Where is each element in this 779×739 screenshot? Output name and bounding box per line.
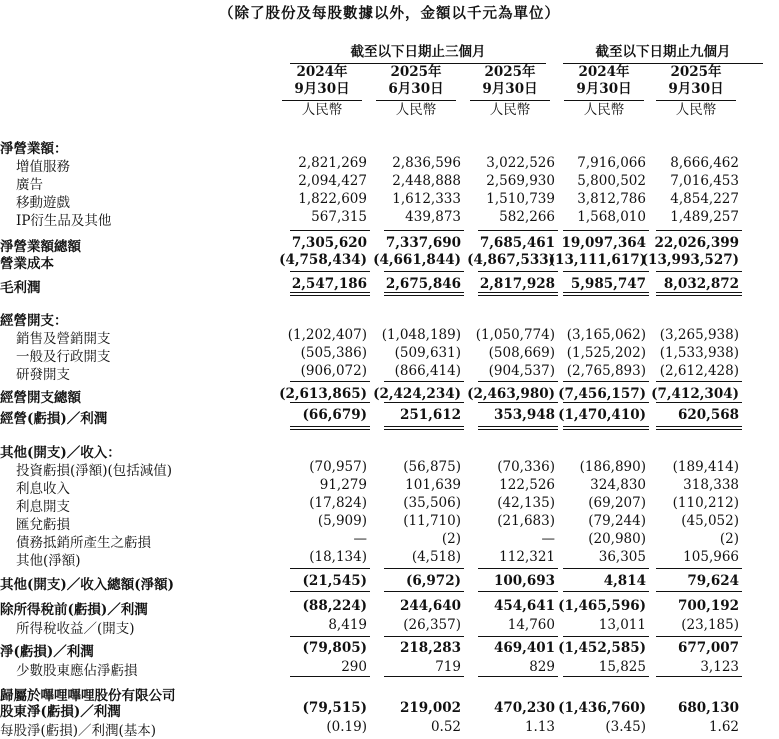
cell-value: (2,612,428) <box>659 363 739 379</box>
row-label: 淨營業額： <box>0 141 68 157</box>
rule-line <box>563 676 649 677</box>
rule-line <box>384 568 464 569</box>
rule-line <box>478 568 558 569</box>
rule-line <box>384 591 464 592</box>
row-label: 股東淨(虧損)／利潤 <box>0 704 121 720</box>
group-header-nine-months <box>563 40 763 60</box>
row-label: 移動遊戲 <box>16 195 70 211</box>
table-row <box>0 407 779 425</box>
cell-value: 112,321 <box>499 549 555 565</box>
cell-value: (1,533,938) <box>659 345 739 361</box>
row-label: IP衍生品及其他 <box>16 213 112 229</box>
cell-value: 324,830 <box>590 477 646 493</box>
row-label: 除所得稅前(虧損)／利潤 <box>0 602 148 618</box>
double-rule <box>478 292 558 296</box>
rule-line <box>563 591 649 592</box>
table-row <box>0 309 779 327</box>
cell-value: (866,414) <box>394 363 461 379</box>
rule-line <box>563 230 649 231</box>
cell-value: 582,266 <box>499 209 555 225</box>
cell-value: (1,470,410) <box>558 407 646 423</box>
cell-value: (1,048,189) <box>381 327 461 343</box>
cell-value: 2,817,928 <box>479 276 555 292</box>
cell-value: (189,414) <box>672 459 739 475</box>
double-rule <box>563 292 649 296</box>
cell-value: (45,052) <box>681 513 739 529</box>
rule-line <box>478 591 558 592</box>
column-header <box>376 64 456 119</box>
row-label: 經營開支： <box>0 313 68 329</box>
cell-value: (508,669) <box>488 345 555 361</box>
row-label: 研發開支 <box>16 367 70 383</box>
cell-value: 620,568 <box>677 407 739 423</box>
rule-line <box>563 271 649 272</box>
table-row <box>0 640 779 658</box>
cell-value: 22,026,399 <box>654 235 739 251</box>
cell-value: 470,230 <box>493 700 555 716</box>
rule-line <box>478 636 558 637</box>
cell-value: 454,641 <box>493 598 555 614</box>
row-label: 淨(虧損)／利潤 <box>0 644 94 660</box>
rule-line <box>563 636 649 637</box>
rule-line <box>563 402 649 403</box>
table-row <box>0 513 779 531</box>
cell-value: 15,825 <box>598 659 646 675</box>
cell-value: (79,515) <box>302 700 367 716</box>
cell-value: (3,265,938) <box>659 327 739 343</box>
cell-value: (20,980) <box>588 531 646 547</box>
column-date: 9月30日 <box>576 81 632 97</box>
column-year: 2024年 <box>296 64 348 80</box>
rule-line <box>290 676 370 677</box>
cell-value: 3,022,526 <box>486 155 555 171</box>
cell-value: 100,693 <box>493 573 555 589</box>
cell-value: (6,972) <box>405 573 461 589</box>
cell-value: (5,909) <box>317 513 367 529</box>
row-label: 債務抵銷所產生之虧損 <box>16 535 151 551</box>
cell-value: (505,386) <box>300 345 367 361</box>
cell-value: 7,337,690 <box>385 235 461 251</box>
cell-value: 3,123 <box>700 659 739 675</box>
cell-value: (11,710) <box>403 513 461 529</box>
cell-value: (26,357) <box>403 617 461 633</box>
cell-value: (70,336) <box>497 459 555 475</box>
cell-value: 8,419 <box>328 617 367 633</box>
row-label: 營業成本 <box>0 256 54 272</box>
rule-line <box>384 381 464 382</box>
rule-line <box>384 636 464 637</box>
cell-value: (7,412,304) <box>651 386 739 402</box>
cell-value: (70,957) <box>309 459 367 475</box>
table-row <box>0 598 779 616</box>
cell-value: 8,666,462 <box>670 155 739 171</box>
cell-value: (4,758,434) <box>279 252 367 268</box>
cell-value: (1,050,774) <box>475 327 555 343</box>
cell-value: 218,283 <box>399 640 461 656</box>
cell-value: 14,760 <box>507 617 555 633</box>
row-label: 歸屬於嗶哩嗶哩股份有限公司 <box>0 688 176 704</box>
column-date: 6月30日 <box>388 81 444 97</box>
cell-value: 19,097,364 <box>561 235 646 251</box>
cell-value: (3.45) <box>605 719 646 735</box>
cell-value: (2,424,234) <box>373 386 461 402</box>
row-label: 其他(開支)／收入： <box>0 445 121 461</box>
column-currency: 人民幣 <box>470 100 550 119</box>
rule-line <box>478 676 558 677</box>
cell-value: 79,624 <box>687 573 739 589</box>
row-label: 增值服務 <box>16 159 70 175</box>
column-header <box>656 64 736 119</box>
table-row <box>0 459 779 477</box>
cell-value: 8,032,872 <box>663 276 739 292</box>
table-row <box>0 155 779 173</box>
cell-value: (35,506) <box>403 495 461 511</box>
cell-value: (88,224) <box>302 598 367 614</box>
rule-line <box>290 568 370 569</box>
cell-value: 1,568,010 <box>577 209 646 225</box>
column-header <box>564 64 644 119</box>
group-header-three-months <box>290 40 546 60</box>
double-rule <box>384 292 464 296</box>
table-row <box>0 549 779 567</box>
cell-value: (1,436,760) <box>558 700 646 716</box>
cell-value: 2,821,269 <box>298 155 367 171</box>
row-label: 每股淨(虧損)／利潤(基本) <box>0 723 157 739</box>
double-rule <box>563 426 649 430</box>
cell-value: 122,526 <box>499 477 555 493</box>
row-label: 所得稅收益／(開支) <box>16 621 135 637</box>
cell-value: 1.13 <box>524 719 555 735</box>
rule-line <box>656 636 742 637</box>
cell-value: 2,448,888 <box>392 173 461 189</box>
table-row <box>0 252 779 270</box>
table-row <box>0 173 779 191</box>
rule-line <box>656 591 742 592</box>
rule-line <box>290 230 370 231</box>
row-label: 淨營業額總額 <box>0 239 81 255</box>
cell-value: (186,890) <box>579 459 646 475</box>
cell-value: 719 <box>435 659 461 675</box>
column-currency: 人民幣 <box>282 100 362 119</box>
cell-value: 91,279 <box>319 477 367 493</box>
cell-value: 7,305,620 <box>291 235 367 251</box>
rule-line <box>290 636 370 637</box>
cell-value: (3,165,062) <box>566 327 646 343</box>
column-date: 9月30日 <box>482 81 538 97</box>
rule-line <box>478 230 558 231</box>
cell-value: (110,212) <box>672 495 739 511</box>
row-label: 少數股東應佔淨虧損 <box>16 663 138 679</box>
table-row <box>0 363 779 381</box>
table-row <box>0 495 779 513</box>
rule-line <box>656 230 742 231</box>
group-label: 截至以下日期止三個月 <box>350 44 486 60</box>
double-rule <box>384 426 464 430</box>
cell-value: (1,465,596) <box>558 598 646 614</box>
row-label: 毛利潤 <box>0 280 41 296</box>
row-label: 廣告 <box>16 177 43 193</box>
rule-line <box>290 381 370 382</box>
cell-value: (69,207) <box>588 495 646 511</box>
double-rule <box>478 426 558 430</box>
cell-value: (13,993,527) <box>641 252 739 268</box>
cell-value: 2,836,596 <box>392 155 461 171</box>
double-rule <box>290 292 370 296</box>
table-row <box>0 531 779 549</box>
rule-line <box>290 271 370 272</box>
cell-value: 677,007 <box>677 640 739 656</box>
cell-value: (18,134) <box>309 549 367 565</box>
cell-value: (7,456,157) <box>558 386 646 402</box>
cell-value: 7,016,453 <box>670 173 739 189</box>
table-row <box>0 659 779 677</box>
rule-line <box>478 381 558 382</box>
cell-value: 290 <box>341 659 367 675</box>
double-rule <box>656 426 742 430</box>
column-year: 2025年 <box>484 64 536 80</box>
row-label: 經營開支總額 <box>0 390 81 406</box>
cell-value: 251,612 <box>399 407 461 423</box>
units-note: （除了股份及每股數據以外，金額以千元為單位） <box>219 5 560 22</box>
cell-value: (4,661,844) <box>373 252 461 268</box>
table-row <box>0 327 779 345</box>
rule-line <box>290 402 370 403</box>
table-row <box>0 235 779 253</box>
cell-value: 2,094,427 <box>298 173 367 189</box>
table-row <box>0 345 779 363</box>
cell-value: 5,800,502 <box>577 173 646 189</box>
cell-value: 5,985,747 <box>570 276 646 292</box>
double-rule <box>656 292 742 296</box>
row-label: 其他(淨額) <box>16 553 81 569</box>
rule-line <box>290 591 370 592</box>
row-label: 匯兌虧損 <box>16 517 70 533</box>
cell-value: 1,612,333 <box>392 191 461 207</box>
cell-value: (2,463,980) <box>467 386 555 402</box>
table-row <box>0 617 779 635</box>
rule-line <box>384 402 464 403</box>
column-year: 2025年 <box>670 64 722 80</box>
cell-value: 3,812,786 <box>577 191 646 207</box>
rule-line <box>563 381 649 382</box>
cell-value: 7,916,066 <box>577 155 646 171</box>
cell-value: (1,525,202) <box>566 345 646 361</box>
cell-value: (17,824) <box>309 495 367 511</box>
column-header <box>470 64 550 119</box>
rule-line <box>384 271 464 272</box>
cell-value: (23,185) <box>681 617 739 633</box>
table-row <box>0 209 779 227</box>
cell-value: (0.19) <box>326 719 367 735</box>
cell-value: 7,685,461 <box>479 235 555 251</box>
rule-line <box>478 402 558 403</box>
cell-value: (2,613,865) <box>279 386 367 402</box>
cell-value: (56,875) <box>403 459 461 475</box>
cell-value: 1,822,609 <box>298 191 367 207</box>
column-currency: 人民幣 <box>564 100 644 119</box>
cell-value: (906,072) <box>300 363 367 379</box>
row-label: 利息開支 <box>16 499 70 515</box>
cell-value: 0.52 <box>430 719 461 735</box>
table-row <box>0 573 779 591</box>
group-label: 截至以下日期止九個月 <box>595 44 731 60</box>
cell-value: 36,305 <box>598 549 646 565</box>
cell-value: (1,202,407) <box>287 327 367 343</box>
cell-value: (42,135) <box>497 495 555 511</box>
rule-line <box>478 271 558 272</box>
cell-value: 1,510,739 <box>486 191 555 207</box>
column-year: 2024年 <box>578 64 630 80</box>
column-date: 9月30日 <box>668 81 724 97</box>
row-label: 經營(虧損)／利潤 <box>0 411 108 427</box>
cell-value: 318,338 <box>683 477 739 493</box>
row-label: 銷售及營銷開支 <box>16 331 111 347</box>
table-row <box>0 477 779 495</box>
rule-line <box>656 676 742 677</box>
table-row <box>0 191 779 209</box>
column-currency: 人民幣 <box>656 100 736 119</box>
cell-value: 219,002 <box>399 700 461 716</box>
cell-value: 1.62 <box>708 719 739 735</box>
cell-value: 13,011 <box>598 617 646 633</box>
cell-value: (2) <box>719 531 739 547</box>
table-row <box>0 719 779 737</box>
cell-value: 353,948 <box>493 407 555 423</box>
row-label: 投資虧損(淨額)(包括減值) <box>16 463 173 479</box>
rule-line <box>656 402 742 403</box>
cell-value: 1,489,257 <box>670 209 739 225</box>
double-rule <box>290 426 370 430</box>
column-currency: 人民幣 <box>376 100 456 119</box>
cell-value: 4,814 <box>603 573 646 589</box>
cell-value: 469,401 <box>493 640 555 656</box>
row-label: 其他(開支)／收入總額(淨額) <box>0 577 175 593</box>
cell-value: 439,873 <box>405 209 461 225</box>
cell-value: 829 <box>529 659 555 675</box>
cell-value: (2) <box>441 531 461 547</box>
rule-line <box>384 230 464 231</box>
rule-line <box>656 381 742 382</box>
cell-value: (4,867,533) <box>467 252 555 268</box>
cell-value: (904,537) <box>488 363 555 379</box>
cell-value: (1,452,585) <box>558 640 646 656</box>
rule-line <box>563 568 649 569</box>
cell-value: 244,640 <box>399 598 461 614</box>
rule-line <box>656 568 742 569</box>
column-date: 9月30日 <box>294 81 350 97</box>
row-label: 利息收入 <box>16 481 70 497</box>
cell-value: (4,518) <box>411 549 461 565</box>
cell-value: — <box>541 531 555 547</box>
cell-value: (21,683) <box>497 513 555 529</box>
cell-value: 105,966 <box>683 549 739 565</box>
cell-value: — <box>353 531 367 547</box>
cell-value: 567,315 <box>311 209 367 225</box>
cell-value: 4,854,227 <box>670 191 739 207</box>
cell-value: 2,675,846 <box>385 276 461 292</box>
cell-value: (66,679) <box>302 407 367 423</box>
cell-value: (13,111,617) <box>548 252 646 268</box>
table-row <box>0 441 779 459</box>
cell-value: (509,631) <box>394 345 461 361</box>
rule-line <box>384 676 464 677</box>
column-header <box>282 64 362 119</box>
cell-value: 2,547,186 <box>291 276 367 292</box>
table-row <box>0 700 779 718</box>
cell-value: (2,765,893) <box>566 363 646 379</box>
cell-value: 680,130 <box>677 700 739 716</box>
column-year: 2025年 <box>390 64 442 80</box>
row-label: 一般及行政開支 <box>16 349 111 365</box>
cell-value: 700,192 <box>677 598 739 614</box>
cell-value: 101,639 <box>405 477 461 493</box>
cell-value: (79,805) <box>302 640 367 656</box>
cell-value: (21,545) <box>302 573 367 589</box>
rule-line <box>656 271 742 272</box>
cell-value: 2,569,930 <box>486 173 555 189</box>
table-row <box>0 137 779 155</box>
cell-value: (79,244) <box>588 513 646 529</box>
